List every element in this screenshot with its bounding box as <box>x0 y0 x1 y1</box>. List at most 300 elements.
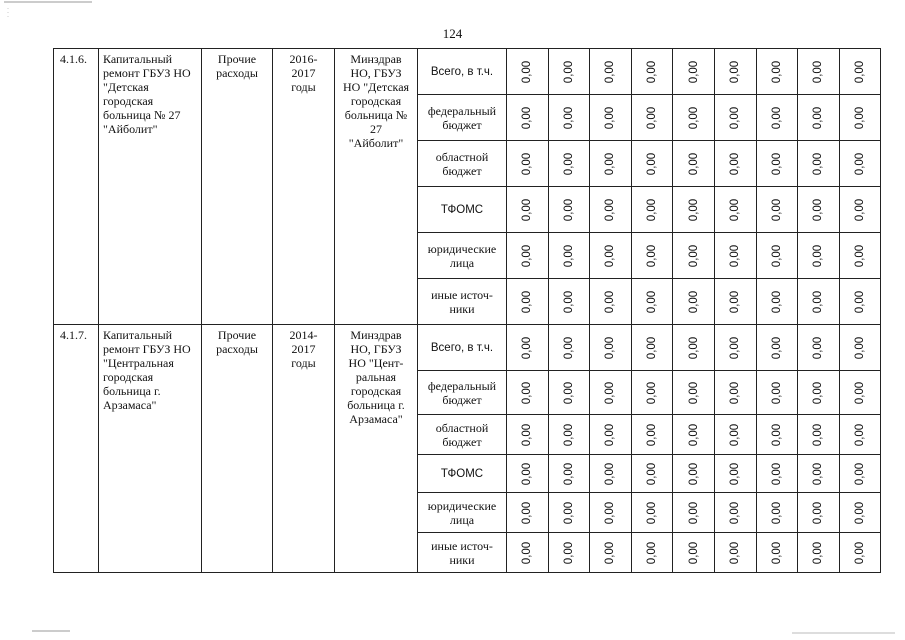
value-text: 0,00 <box>562 290 575 313</box>
value-cell <box>798 533 840 573</box>
value-text: 0,00 <box>854 336 867 359</box>
value-text: 0,00 <box>646 336 659 359</box>
item-years-line: 2016- <box>289 52 318 66</box>
value-text: 0,00 <box>521 336 534 359</box>
value-text: 0,00 <box>770 60 783 83</box>
value-cell <box>798 455 840 493</box>
value-cell <box>673 455 715 493</box>
page-number: 124 <box>442 26 463 41</box>
value-cell <box>673 325 715 371</box>
value-text: 0,00 <box>604 198 617 221</box>
value-cell <box>673 49 715 95</box>
value-text: 0,00 <box>521 462 534 485</box>
value-cell <box>673 533 715 573</box>
value-cell <box>590 371 632 415</box>
value-cell <box>839 49 881 95</box>
funding-source-line: бюджет <box>442 163 482 178</box>
value-cell <box>839 371 881 415</box>
value-cell <box>756 49 798 95</box>
value-cell <box>507 493 549 533</box>
funding-source-label <box>418 533 507 573</box>
value-text: 0,00 <box>812 198 825 221</box>
value-text: 0,00 <box>646 198 659 221</box>
item-years-line: 2014- <box>289 328 318 342</box>
item-executor <box>335 325 418 573</box>
value-text: 0,00 <box>770 152 783 175</box>
funding-source-label <box>418 493 507 533</box>
value-cell <box>548 325 590 371</box>
value-cell <box>548 49 590 95</box>
funding-source-line: ТФОМС <box>440 203 484 216</box>
expense-type-line: расходы <box>216 342 258 356</box>
value-text: 0,00 <box>854 541 867 564</box>
value-cell <box>631 187 673 233</box>
value-cell <box>590 233 632 279</box>
value-cell <box>798 279 840 325</box>
value-cell <box>714 233 756 279</box>
value-cell <box>548 493 590 533</box>
value-cell <box>673 141 715 187</box>
value-cell <box>714 49 756 95</box>
value-text: 0,00 <box>604 423 617 446</box>
value-text: 0,00 <box>521 381 534 404</box>
scan-mark-bottom-left <box>30 628 90 636</box>
value-cell <box>714 533 756 573</box>
value-cell <box>507 187 549 233</box>
value-cell <box>631 279 673 325</box>
value-cell <box>798 371 840 415</box>
value-cell <box>839 187 881 233</box>
value-cell <box>756 233 798 279</box>
funding-source-line: областной <box>435 149 489 164</box>
funding-source-line: лица <box>449 512 475 527</box>
value-cell <box>798 325 840 371</box>
value-text: 0,00 <box>646 541 659 564</box>
value-text: 0,00 <box>687 381 700 404</box>
value-cell <box>590 325 632 371</box>
value-text: 0,00 <box>812 336 825 359</box>
item-years <box>273 49 335 325</box>
value-text: 0,00 <box>562 381 575 404</box>
funding-source-line: областной <box>435 420 489 435</box>
value-cell <box>839 279 881 325</box>
value-text: 0,00 <box>729 423 742 446</box>
value-cell <box>507 415 549 455</box>
value-cell <box>548 371 590 415</box>
scan-mark-top <box>0 0 100 20</box>
value-cell <box>548 279 590 325</box>
funding-source-label <box>418 455 507 493</box>
value-cell <box>631 141 673 187</box>
value-text: 0,00 <box>521 541 534 564</box>
value-text: 0,00 <box>562 106 575 129</box>
value-cell <box>673 233 715 279</box>
value-cell <box>714 95 756 141</box>
item-name-line: больница г. <box>103 384 161 398</box>
value-cell <box>714 325 756 371</box>
value-cell <box>839 493 881 533</box>
value-text: 0,00 <box>812 60 825 83</box>
value-cell <box>590 279 632 325</box>
expense-type-line: расходы <box>216 66 258 80</box>
item-name-line: Капитальный <box>103 52 173 66</box>
value-cell <box>631 325 673 371</box>
expense-type <box>202 325 273 573</box>
funding-source-label <box>418 187 507 233</box>
value-text: 0,00 <box>770 290 783 313</box>
value-text: 0,00 <box>687 152 700 175</box>
value-cell <box>714 415 756 455</box>
item-name <box>99 49 202 325</box>
value-text: 0,00 <box>687 244 700 267</box>
funding-source-line: бюджет <box>442 117 482 132</box>
value-cell <box>507 371 549 415</box>
value-cell <box>548 455 590 493</box>
value-text: 0,00 <box>854 423 867 446</box>
value-text: 0,00 <box>562 336 575 359</box>
value-text: 0,00 <box>562 501 575 524</box>
value-text: 0,00 <box>770 381 783 404</box>
value-text: 0,00 <box>812 106 825 129</box>
item-executor-line: Минздрав <box>350 52 402 66</box>
value-cell <box>798 415 840 455</box>
expense-type-line: Прочие <box>217 52 257 66</box>
item-name-line: "Детская <box>103 80 149 94</box>
funding-source-line: юридические <box>427 498 497 513</box>
value-text: 0,00 <box>687 541 700 564</box>
value-cell <box>756 187 798 233</box>
value-text: 0,00 <box>687 198 700 221</box>
table-row <box>54 325 881 371</box>
value-cell <box>673 279 715 325</box>
value-text: 0,00 <box>812 152 825 175</box>
value-text: 0,00 <box>854 198 867 221</box>
value-text: 0,00 <box>604 152 617 175</box>
value-text: 0,00 <box>812 423 825 446</box>
funding-source-line: ники <box>449 301 475 316</box>
value-text: 0,00 <box>770 423 783 446</box>
value-cell <box>798 95 840 141</box>
item-executor-line: больница № <box>344 108 408 122</box>
value-cell <box>548 233 590 279</box>
funding-source-line: федеральный <box>427 103 497 118</box>
value-text: 0,00 <box>521 198 534 221</box>
value-text: 0,00 <box>562 462 575 485</box>
value-text: 0,00 <box>604 381 617 404</box>
value-text: 0,00 <box>770 541 783 564</box>
value-cell <box>631 371 673 415</box>
value-cell <box>673 371 715 415</box>
value-text: 0,00 <box>646 60 659 83</box>
value-cell <box>631 233 673 279</box>
value-text: 0,00 <box>770 336 783 359</box>
value-text: 0,00 <box>562 60 575 83</box>
funding-source-line: федеральный <box>427 378 497 393</box>
value-text: 0,00 <box>729 541 742 564</box>
item-executor <box>335 49 418 325</box>
item-name <box>99 325 202 573</box>
value-cell <box>839 533 881 573</box>
value-text: 0,00 <box>687 290 700 313</box>
value-cell <box>631 533 673 573</box>
funding-source-label <box>418 415 507 455</box>
value-cell <box>548 415 590 455</box>
item-name-line: "Центральная <box>103 356 174 370</box>
item-name-line: городская <box>103 370 154 384</box>
value-cell <box>590 415 632 455</box>
item-name-line: "Айболит" <box>103 122 158 136</box>
value-cell <box>756 279 798 325</box>
value-cell <box>798 141 840 187</box>
value-cell <box>714 187 756 233</box>
item-executor-line: ральная <box>355 370 397 384</box>
value-cell <box>548 95 590 141</box>
value-text: 0,00 <box>562 198 575 221</box>
value-text: 0,00 <box>687 106 700 129</box>
item-number: 4.1.6. <box>54 49 99 325</box>
value-cell <box>673 493 715 533</box>
value-cell <box>839 141 881 187</box>
item-executor-line: НО, ГБУЗ <box>350 342 402 356</box>
funding-source-line: юридические <box>427 241 497 256</box>
funding-source-line: лица <box>449 255 475 270</box>
value-cell <box>839 325 881 371</box>
value-text: 0,00 <box>521 60 534 83</box>
item-name-line: ремонт ГБУЗ НО <box>103 66 191 80</box>
value-text: 0,00 <box>812 462 825 485</box>
funding-source-label <box>418 141 507 187</box>
value-cell <box>590 533 632 573</box>
value-text: 0,00 <box>646 244 659 267</box>
value-cell <box>590 493 632 533</box>
value-text: 0,00 <box>646 462 659 485</box>
value-text: 0,00 <box>521 423 534 446</box>
value-text: 0,00 <box>729 381 742 404</box>
item-executor-line: больница г. <box>347 398 405 412</box>
value-cell <box>673 187 715 233</box>
value-text: 0,00 <box>770 106 783 129</box>
value-text: 0,00 <box>521 244 534 267</box>
value-text: 0,00 <box>812 501 825 524</box>
value-text: 0,00 <box>729 290 742 313</box>
item-years-line: годы <box>291 356 316 370</box>
value-cell <box>839 95 881 141</box>
value-text: 0,00 <box>687 501 700 524</box>
value-cell <box>590 95 632 141</box>
expense-type <box>202 49 273 325</box>
value-text: 0,00 <box>854 152 867 175</box>
value-cell <box>714 455 756 493</box>
value-cell <box>798 233 840 279</box>
item-executor-line: НО "Детская <box>342 80 410 94</box>
item-executor-line: Минздрав <box>350 328 402 342</box>
value-cell <box>507 141 549 187</box>
value-cell <box>756 95 798 141</box>
funding-source-label <box>418 279 507 325</box>
value-text: 0,00 <box>646 423 659 446</box>
value-text: 0,00 <box>854 244 867 267</box>
value-text: 0,00 <box>812 381 825 404</box>
item-executor-line: "Айболит" <box>348 136 404 150</box>
value-text: 0,00 <box>604 244 617 267</box>
value-cell <box>798 187 840 233</box>
value-cell <box>798 49 840 95</box>
item-years-line: годы <box>291 80 316 94</box>
value-cell <box>756 415 798 455</box>
value-text: 0,00 <box>854 60 867 83</box>
funding-source-line: бюджет <box>442 434 482 449</box>
value-text: 0,00 <box>854 381 867 404</box>
value-text: 0,00 <box>812 244 825 267</box>
value-text: 0,00 <box>854 462 867 485</box>
item-years-line: 2017 <box>291 342 316 356</box>
item-name-line: Капитальный <box>103 328 173 342</box>
value-cell <box>507 49 549 95</box>
value-cell <box>714 141 756 187</box>
value-text: 0,00 <box>521 501 534 524</box>
item-executor-line: городская <box>350 94 402 108</box>
value-text: 0,00 <box>729 462 742 485</box>
value-cell <box>756 141 798 187</box>
value-cell <box>548 187 590 233</box>
value-cell <box>798 493 840 533</box>
funding-source-label <box>418 325 507 371</box>
item-name-line: больница № 27 <box>103 108 181 122</box>
funding-source-label <box>418 95 507 141</box>
value-text: 0,00 <box>604 290 617 313</box>
value-cell <box>507 233 549 279</box>
value-text: 0,00 <box>812 290 825 313</box>
value-text: 0,00 <box>562 152 575 175</box>
funding-source-line: иные источ- <box>431 538 493 553</box>
funding-source-label <box>418 233 507 279</box>
value-text: 0,00 <box>729 501 742 524</box>
value-text: 0,00 <box>687 462 700 485</box>
value-cell <box>714 493 756 533</box>
value-cell <box>548 533 590 573</box>
value-text: 0,00 <box>729 198 742 221</box>
value-cell <box>507 279 549 325</box>
funding-source-line: иные источ- <box>431 287 493 302</box>
value-text: 0,00 <box>521 290 534 313</box>
value-cell <box>631 455 673 493</box>
item-executor-line: НО, ГБУЗ <box>350 66 402 80</box>
value-cell <box>839 233 881 279</box>
value-text: 0,00 <box>646 381 659 404</box>
item-name-line: ремонт ГБУЗ НО <box>103 342 191 356</box>
item-name-line: городская <box>103 94 154 108</box>
value-text: 0,00 <box>646 106 659 129</box>
value-text: 0,00 <box>687 60 700 83</box>
funding-source-line: ники <box>449 552 475 567</box>
value-text: 0,00 <box>646 290 659 313</box>
scan-mark-bottom-right <box>790 630 900 638</box>
value-text: 0,00 <box>604 462 617 485</box>
value-cell <box>756 493 798 533</box>
value-text: 0,00 <box>729 244 742 267</box>
value-text: 0,00 <box>604 106 617 129</box>
value-cell <box>590 187 632 233</box>
funding-source-label <box>418 371 507 415</box>
item-years <box>273 325 335 573</box>
value-cell <box>507 455 549 493</box>
value-cell <box>756 533 798 573</box>
table-row <box>54 49 881 95</box>
value-cell <box>673 95 715 141</box>
value-text: 0,00 <box>729 336 742 359</box>
item-name-line: Арзамаса" <box>103 398 157 412</box>
item-number: 4.1.7. <box>54 325 99 573</box>
value-text: 0,00 <box>604 541 617 564</box>
value-text: 0,00 <box>770 244 783 267</box>
value-cell <box>631 95 673 141</box>
value-cell <box>839 455 881 493</box>
value-text: 0,00 <box>812 541 825 564</box>
value-text: 0,00 <box>854 501 867 524</box>
funding-source-line: Всего, в т.ч. <box>430 65 494 78</box>
value-text: 0,00 <box>854 290 867 313</box>
value-text: 0,00 <box>562 244 575 267</box>
item-executor-line: Арзамаса" <box>349 412 403 426</box>
value-text: 0,00 <box>521 152 534 175</box>
item-years-line: 2017 <box>291 66 316 80</box>
expense-type-line: Прочие <box>217 328 257 342</box>
funding-source-line: Всего, в т.ч. <box>430 341 494 354</box>
value-text: 0,00 <box>729 152 742 175</box>
value-cell <box>673 415 715 455</box>
funding-source-line: ТФОМС <box>440 467 484 480</box>
item-executor-line: НО "Цент- <box>348 356 404 370</box>
value-text: 0,00 <box>729 106 742 129</box>
value-text: 0,00 <box>646 152 659 175</box>
value-cell <box>507 325 549 371</box>
value-cell <box>507 95 549 141</box>
value-cell <box>631 49 673 95</box>
item-executor-line: городская <box>350 384 402 398</box>
value-text: 0,00 <box>770 501 783 524</box>
item-executor-line: 27 <box>370 122 382 136</box>
value-text: 0,00 <box>562 423 575 446</box>
value-text: 0,00 <box>646 501 659 524</box>
value-cell <box>714 371 756 415</box>
value-cell <box>590 455 632 493</box>
value-text: 0,00 <box>521 106 534 129</box>
value-text: 0,00 <box>729 60 742 83</box>
value-text: 0,00 <box>604 336 617 359</box>
value-text: 0,00 <box>687 336 700 359</box>
budget-table <box>53 48 881 573</box>
value-text: 0,00 <box>687 423 700 446</box>
value-cell <box>839 415 881 455</box>
value-cell <box>756 325 798 371</box>
value-text: 0,00 <box>770 198 783 221</box>
value-cell <box>548 141 590 187</box>
value-cell <box>631 493 673 533</box>
value-cell <box>590 49 632 95</box>
value-text: 0,00 <box>604 60 617 83</box>
value-cell <box>756 371 798 415</box>
value-text: 0,00 <box>604 501 617 524</box>
value-cell <box>590 141 632 187</box>
value-cell <box>507 533 549 573</box>
value-text: 0,00 <box>854 106 867 129</box>
value-text: 0,00 <box>770 462 783 485</box>
value-text: 0,00 <box>562 541 575 564</box>
funding-source-line: бюджет <box>442 392 482 407</box>
value-cell <box>714 279 756 325</box>
value-cell <box>631 415 673 455</box>
value-cell <box>756 455 798 493</box>
